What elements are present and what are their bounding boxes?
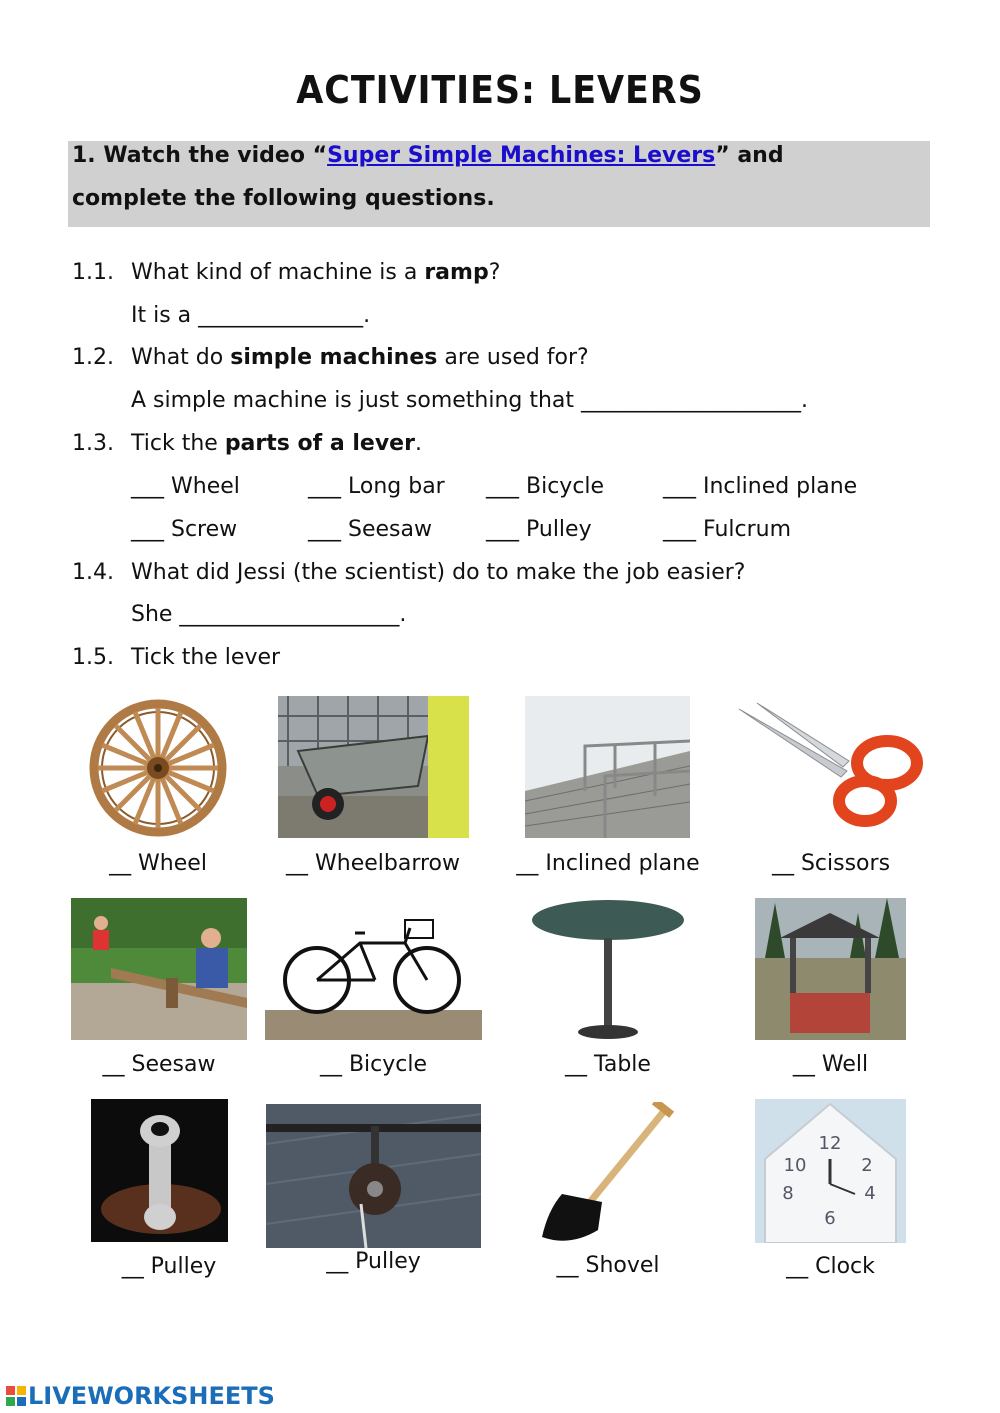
scissors-image bbox=[737, 701, 925, 831]
option-long-bar[interactable]: ___ Long bar bbox=[308, 474, 445, 499]
video-link[interactable]: Super Simple Machines: Levers bbox=[327, 143, 716, 168]
caption-scissors[interactable]: __ Scissors bbox=[771, 851, 891, 876]
option-screw[interactable]: ___ Screw bbox=[131, 517, 238, 542]
bottle-opener-image bbox=[91, 1099, 228, 1242]
caption-shovel[interactable]: __ Shovel bbox=[556, 1253, 660, 1278]
question-1-2: What do simple machines are used for? bbox=[131, 345, 589, 370]
answer-1-1[interactable]: It is a _______________. bbox=[131, 303, 371, 328]
svg-text:12: 12 bbox=[818, 1133, 842, 1154]
caption-wheel[interactable]: __ Wheel bbox=[109, 851, 207, 876]
table-image bbox=[530, 898, 686, 1042]
liveworksheets-logo-icon bbox=[6, 1384, 26, 1404]
question-1-3: Tick the parts of a lever. bbox=[131, 431, 422, 456]
page-title: ACTIVITIES: LEVERS bbox=[296, 68, 704, 112]
svg-text:10: 10 bbox=[783, 1155, 807, 1176]
caption-pulley-1[interactable]: __ Pulley bbox=[121, 1254, 217, 1279]
svg-text:2: 2 bbox=[861, 1155, 873, 1176]
caption-inclined-plane[interactable]: __ Inclined plane bbox=[516, 851, 700, 876]
option-wheel[interactable]: ___ Wheel bbox=[131, 474, 240, 499]
caption-wheelbarrow[interactable]: __ Wheelbarrow bbox=[286, 851, 460, 876]
option-bicycle[interactable]: ___ Bicycle bbox=[486, 474, 605, 499]
option-seesaw[interactable]: ___ Seesaw bbox=[308, 517, 432, 542]
question-1-5: Tick the lever bbox=[131, 645, 281, 670]
seesaw-image bbox=[71, 898, 247, 1040]
caption-well[interactable]: __ Well bbox=[792, 1052, 869, 1077]
shovel-image bbox=[540, 1102, 677, 1242]
option-inclined-plane[interactable]: ___ Inclined plane bbox=[663, 474, 858, 499]
question-number: 1.5. bbox=[72, 645, 114, 670]
svg-text:6: 6 bbox=[824, 1208, 836, 1229]
answer-1-4[interactable]: She ____________________. bbox=[131, 602, 407, 627]
clock-image bbox=[755, 1099, 906, 1243]
caption-table[interactable]: __ Table bbox=[565, 1052, 651, 1077]
svg-text:8: 8 bbox=[782, 1183, 794, 1204]
pulley-image bbox=[266, 1104, 481, 1248]
caption-seesaw[interactable]: __ Seesaw bbox=[102, 1052, 216, 1077]
question-number: 1.4. bbox=[72, 560, 114, 585]
caption-clock[interactable]: __ Clock bbox=[786, 1254, 875, 1279]
footer-brand: LIVEWORKSHEETS bbox=[6, 1382, 275, 1410]
option-pulley[interactable]: ___ Pulley bbox=[486, 517, 592, 542]
well-image bbox=[755, 898, 906, 1040]
question-1-1: What kind of machine is a ramp? bbox=[131, 260, 501, 285]
caption-bicycle[interactable]: __ Bicycle bbox=[319, 1052, 428, 1077]
instruction-line-1: 1. Watch the video “Super Simple Machines: Levers” and bbox=[72, 143, 784, 168]
caption-pulley-2[interactable]: __ Pulley bbox=[326, 1249, 421, 1274]
svg-text:4: 4 bbox=[864, 1183, 876, 1204]
wheel-image bbox=[89, 699, 227, 837]
option-fulcrum[interactable]: ___ Fulcrum bbox=[663, 517, 792, 542]
inclined-plane-image bbox=[525, 696, 690, 838]
question-number: 1.1. bbox=[72, 260, 114, 285]
bicycle-image bbox=[265, 898, 482, 1040]
question-number: 1.2. bbox=[72, 345, 114, 370]
question-1-4: What did Jessi (the scientist) do to make the job easier? bbox=[131, 560, 746, 585]
question-number: 1.3. bbox=[72, 431, 114, 456]
instruction-line-2: complete the following questions. bbox=[72, 186, 495, 211]
wheelbarrow-image bbox=[278, 696, 469, 838]
answer-1-2[interactable]: A simple machine is just something that ____________________. bbox=[131, 388, 809, 413]
